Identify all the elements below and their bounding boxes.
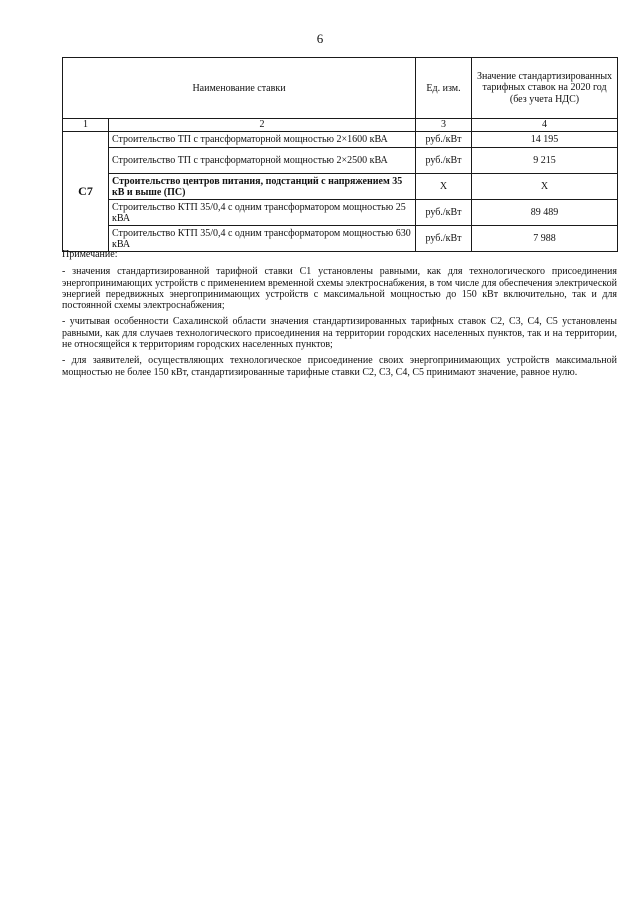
row-value: 14 195	[472, 132, 618, 148]
row-name: Строительство ТП с трансформаторной мощностью 2×1600 кВА	[109, 132, 416, 148]
row-value: Х	[472, 174, 618, 200]
header-rate-name: Наименование ставки	[63, 58, 416, 119]
table-row	[63, 226, 618, 252]
table-header-row	[63, 58, 618, 119]
column-number-4: 4	[472, 119, 618, 132]
notes-section	[62, 249, 617, 383]
row-value: 7 988	[472, 226, 618, 252]
row-name-section: Строительство центров питания, подстанций с напряжением 35 кВ и выше (ПС)	[109, 174, 416, 200]
row-unit: Х	[416, 174, 472, 200]
column-number-3: 3	[416, 119, 472, 132]
table-row	[63, 132, 618, 148]
row-unit: руб./кВт	[416, 148, 472, 174]
header-value: Значение стандартизированных тарифных ставок на 2020 год (без учета НДС)	[472, 58, 618, 119]
column-number-row	[63, 119, 618, 132]
note-item: - для заявителей, осуществляющих технологическое присоединение своих энергопринимающих устройств максимальной мощностью не более 150 кВт, стандартизированные тарифные ставки С2, С3, С4, С5 принимают значение, равное нулю.	[62, 355, 617, 378]
note-item: - значения стандартизированной тарифной ставки С1 установлены равными, как для технологического присоединения энергопринимающих устройств с применением временной схемы электроснабжения, в том числе для обеспечения электрической энергией передвижных энергопринимающих устройств с максимальной мощностью до 150 кВт включительно, так и для постоянной схемы электроснабжения;	[62, 266, 617, 312]
row-unit: руб./кВт	[416, 200, 472, 226]
column-number-2: 2	[109, 119, 416, 132]
row-name: Строительство КТП 35/0,4 с одним трансформатором мощностью 630 кВА	[109, 226, 416, 252]
column-number-1: 1	[63, 119, 109, 132]
rate-code: С7	[63, 132, 109, 252]
row-unit: руб./кВт	[416, 132, 472, 148]
row-name: Строительство ТП с трансформаторной мощностью 2×2500 кВА	[109, 148, 416, 174]
table-row	[63, 200, 618, 226]
table-row	[63, 148, 618, 174]
notes-title: Примечание:	[62, 249, 118, 260]
page-number: 6	[316, 31, 324, 46]
row-value: 89 489	[472, 200, 618, 226]
table-row	[63, 174, 618, 200]
row-unit: руб./кВт	[416, 226, 472, 252]
header-unit: Ед. изм.	[416, 58, 472, 119]
tariff-table	[62, 57, 618, 252]
row-name: Строительство КТП 35/0,4 с одним трансформатором мощностью 25 кВА	[109, 200, 416, 226]
note-item: - учитывая особенности Сахалинской области значения стандартизированных тарифных ставок С2, С3, С4, С5 установлены равными, как для случаев технологического присоединения на территории городских населенных пунктов, так и на территории, не относящейся к территориям городских населенных пунктов;	[62, 316, 617, 351]
row-value: 9 215	[472, 148, 618, 174]
